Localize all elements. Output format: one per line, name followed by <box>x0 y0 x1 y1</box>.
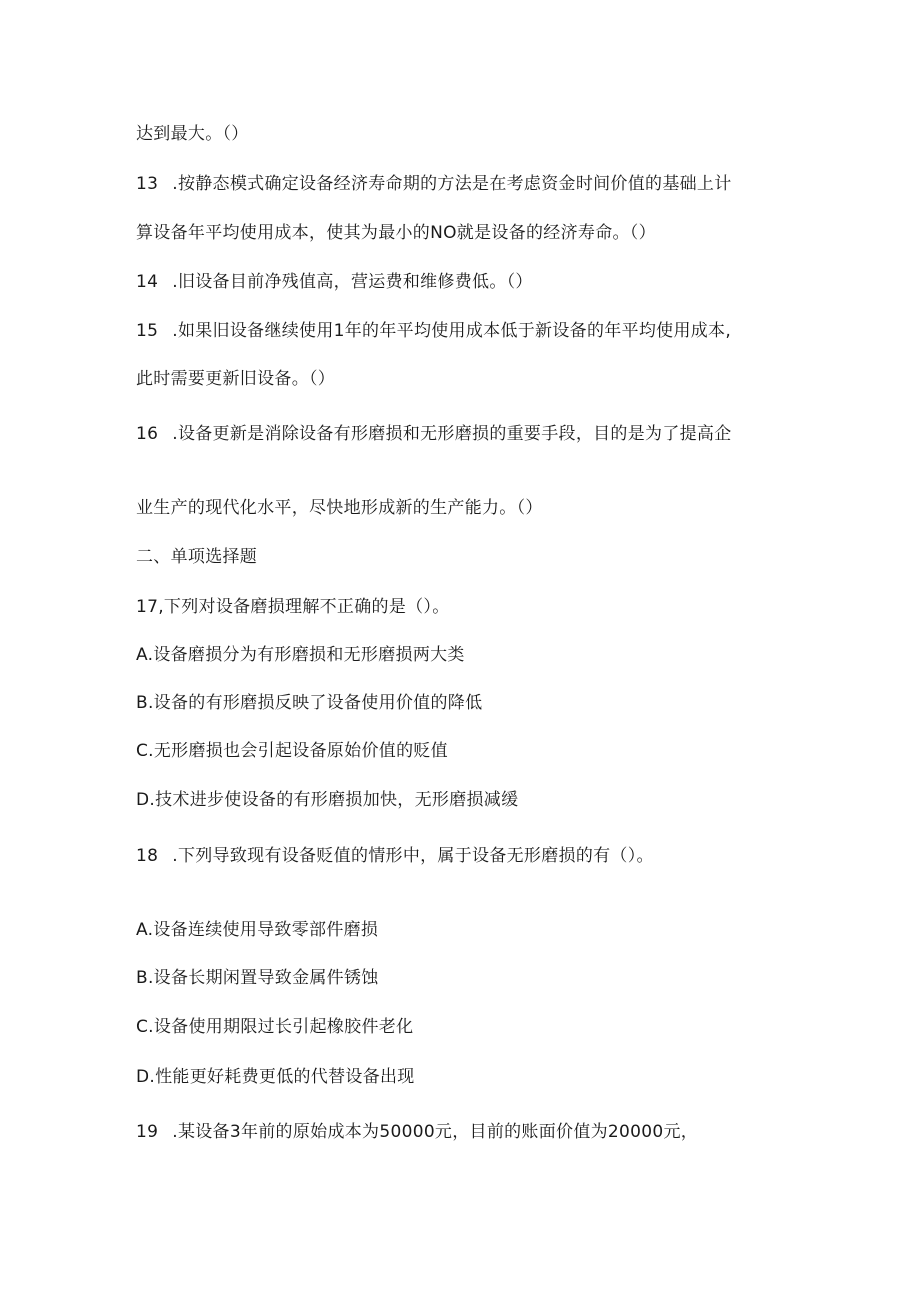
question-15-number: 15 <box>136 321 159 341</box>
question-15-text-2: 此时需要更新旧设备。（） <box>136 369 336 389</box>
question-14-text-1: .旧设备目前净残值高，营运费和维修费低。（） <box>172 272 533 292</box>
question-13-number: 13 <box>136 174 159 194</box>
question-19-text: .某设备3年前的原始成本为50000元，目前的账面价值为20000元， <box>172 1122 699 1142</box>
question-12-text: 达到最大。（） <box>136 124 249 144</box>
question-17-option-c-text: C.无形磨损也会引起设备原始价值的贬值 <box>136 741 448 761</box>
question-16-line-1 <box>136 422 732 446</box>
question-17-option-d-text: D.技术进步使设备的有形磨损加快，无形磨损减缓 <box>136 790 519 810</box>
question-18-option-a <box>136 918 378 942</box>
question-18-number: 18 <box>136 846 159 866</box>
question-13-text-2: 算设备年平均使用成本，使其为最小的NO就是设备的经济寿命。（） <box>136 223 656 243</box>
question-15-line-2 <box>136 367 335 391</box>
question-18-option-c-text: C.设备使用期限过长引起橡胶件老化 <box>136 1017 414 1037</box>
question-17-option-b-text: B.设备的有形磨损反映了设备使用价值的降低 <box>136 693 483 713</box>
question-18-option-b-text: B.设备长期闲置导致金属件锈蚀 <box>136 968 379 988</box>
question-13-text-1: .按静态模式确定设备经济寿命期的方法是在考虑资金时间价值的基础上计 <box>172 174 732 194</box>
question-13-line-2 <box>136 221 656 245</box>
question-18-stem <box>136 844 654 868</box>
question-17-option-c <box>136 739 448 763</box>
question-17-option-d <box>136 788 518 812</box>
question-18-option-d <box>136 1065 415 1089</box>
question-17-option-b <box>136 691 482 715</box>
question-14-line-1 <box>136 270 533 294</box>
question-19-stem <box>136 1120 698 1144</box>
question-16-text-2: 业生产的现代化水平，尽快地形成新的生产能力。（） <box>136 498 543 518</box>
question-15-line-1 <box>136 319 731 343</box>
question-17-option-a <box>136 643 465 667</box>
question-19-number: 19 <box>136 1122 159 1142</box>
question-12-tail <box>136 122 249 146</box>
question-18-option-b <box>136 966 379 990</box>
question-18-text: .下列导致现有设备贬值的情形中，属于设备无形磨损的有（）。 <box>172 846 654 866</box>
question-18-option-c <box>136 1015 413 1039</box>
section-2-title-text: 二、单项选择题 <box>136 547 258 567</box>
question-17-text: 17,下列对设备磨损理解不正确的是（）。 <box>136 597 450 617</box>
question-16-text-1: .设备更新是消除设备有形磨损和无形磨损的重要手段，目的是为了提高企 <box>172 424 732 444</box>
question-18-option-d-text: D.性能更好耗费更低的代替设备出现 <box>136 1067 415 1087</box>
section-2-title <box>136 545 257 569</box>
question-16-number: 16 <box>136 424 159 444</box>
question-16-line-2 <box>136 496 543 520</box>
question-17-stem <box>136 595 450 619</box>
question-18-option-a-text: A.设备连续使用导致零部件磨损 <box>136 920 379 940</box>
question-17-option-a-text: A.设备磨损分为有形磨损和无形磨损两大类 <box>136 645 465 665</box>
question-13-line-1 <box>136 172 732 196</box>
question-14-number: 14 <box>136 272 159 292</box>
question-15-text-1: .如果旧设备继续使用1年的年平均使用成本低于新设备的年平均使用成本, <box>172 321 732 341</box>
